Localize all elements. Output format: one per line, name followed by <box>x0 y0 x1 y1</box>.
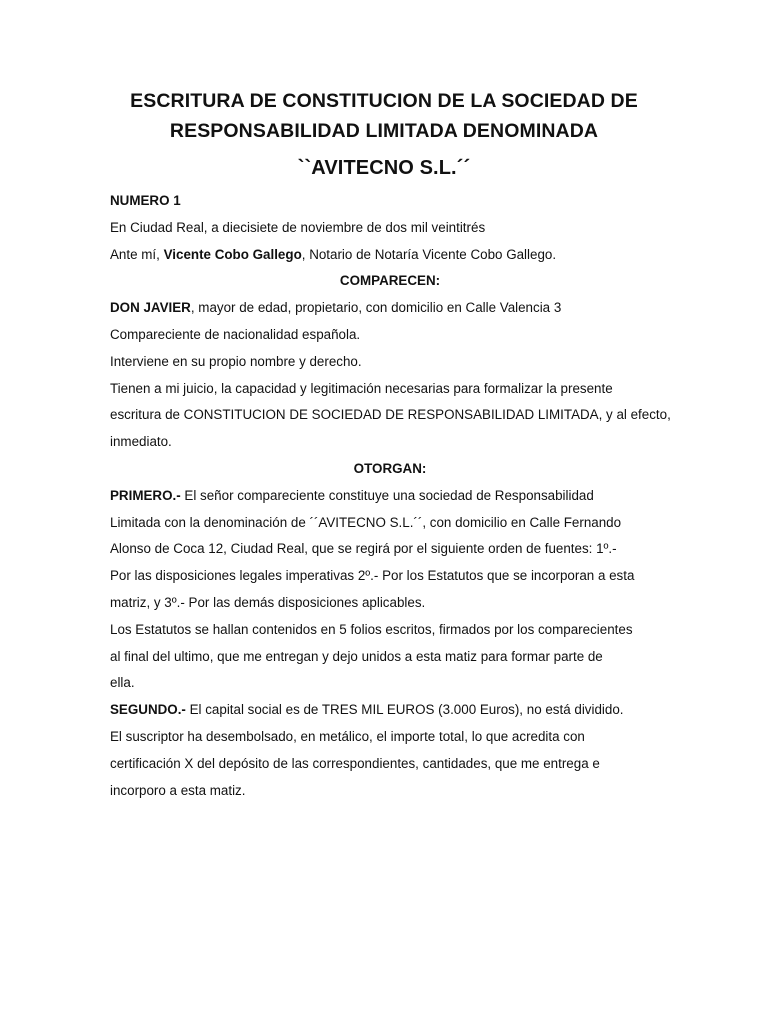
estatutos-line-1: Los Estatutos se hallan contenidos en 5 folios escritos, firmados por los comparecientes <box>110 621 633 637</box>
title-line-2: RESPONSABILIDAD LIMITADA DENOMINADA <box>169 120 599 142</box>
primero-line-5: matriz, y 3º.- Por las demás disposiciones aplicables. <box>110 594 426 610</box>
nationality-line: Compareciente de nacionalidad española. <box>110 326 361 342</box>
notary-name: Vicente Cobo Gallego <box>163 246 302 262</box>
segundo-line-3: certificación X del depósito de las correspondientes, cantidades, que me entrega e <box>110 755 600 771</box>
compareciente-line <box>110 295 670 322</box>
primero-line-1 <box>110 483 670 510</box>
document-title <box>80 86 688 146</box>
comparecen-heading: COMPARECEN: <box>339 273 441 289</box>
segundo-line-2: El suscriptor ha desembolsado, en metálico, el importe total, lo que acredita con <box>110 728 585 744</box>
primero-line-4: Por las disposiciones legales imperativas 2º.- Por los Estatutos que se incorporan a esta <box>110 568 635 584</box>
notary-suffix: , Notario de Notaría Vicente Cobo Gallego. <box>301 246 557 262</box>
compareciente-details: , mayor de edad, propietario, con domicilio en Calle Valencia 3 <box>190 300 562 316</box>
estatutos-line-2: al final del ultimo, que me entregan y dejo unidos a esta matiz para formar parte de <box>110 648 603 664</box>
estatutos-line-3: ella. <box>110 675 135 691</box>
primero-label: PRIMERO.- <box>110 487 181 503</box>
otorgan-heading: OTORGAN: <box>353 460 427 476</box>
notary-line <box>110 242 670 269</box>
compareciente-name: DON JAVIER <box>110 300 191 316</box>
capacity-line-3: inmediato. <box>110 434 172 450</box>
segundo-line-4: incorporo a esta matiz. <box>110 782 246 798</box>
primero-text-1: El señor compareciente constituye una sociedad de Responsabilidad <box>180 487 594 503</box>
title-line-1: ESCRITURA DE CONSTITUCION DE LA SOCIEDAD DE <box>130 90 638 112</box>
primero-line-2: Limitada con la denominación de ´´AVITECNO S.L.´´, con domicilio en Calle Fernando <box>110 514 622 530</box>
primero-line-3: Alonso de Coca 12, Ciudad Real, que se regirá por el siguiente orden de fuentes: 1º.- <box>110 541 617 557</box>
capacity-line-1: Tienen a mi juicio, la capacidad y legitimación necesarias para formalizar la presente <box>110 380 613 396</box>
intervention-line: Interviene en su propio nombre y derecho. <box>110 353 362 369</box>
segundo-label: SEGUNDO.- <box>110 702 186 718</box>
capacity-line-2: escritura de CONSTITUCION DE SOCIEDAD DE RESPONSABILIDAD LIMITADA, y al efecto, <box>110 407 671 423</box>
numero-label: NUMERO 1 <box>110 193 181 208</box>
document-body <box>110 188 670 804</box>
company-name-title: ``AVITECNO S.L.´´ <box>297 157 471 179</box>
segundo-line-1 <box>110 697 670 724</box>
segundo-text-1: El capital social es de TRES MIL EUROS (3.000 Euros), no está dividido. <box>185 702 624 718</box>
place-date-line: En Ciudad Real, a diecisiete de noviembre de dos mil veintitrés <box>110 219 486 235</box>
notary-prefix: Ante mí, <box>110 246 164 262</box>
